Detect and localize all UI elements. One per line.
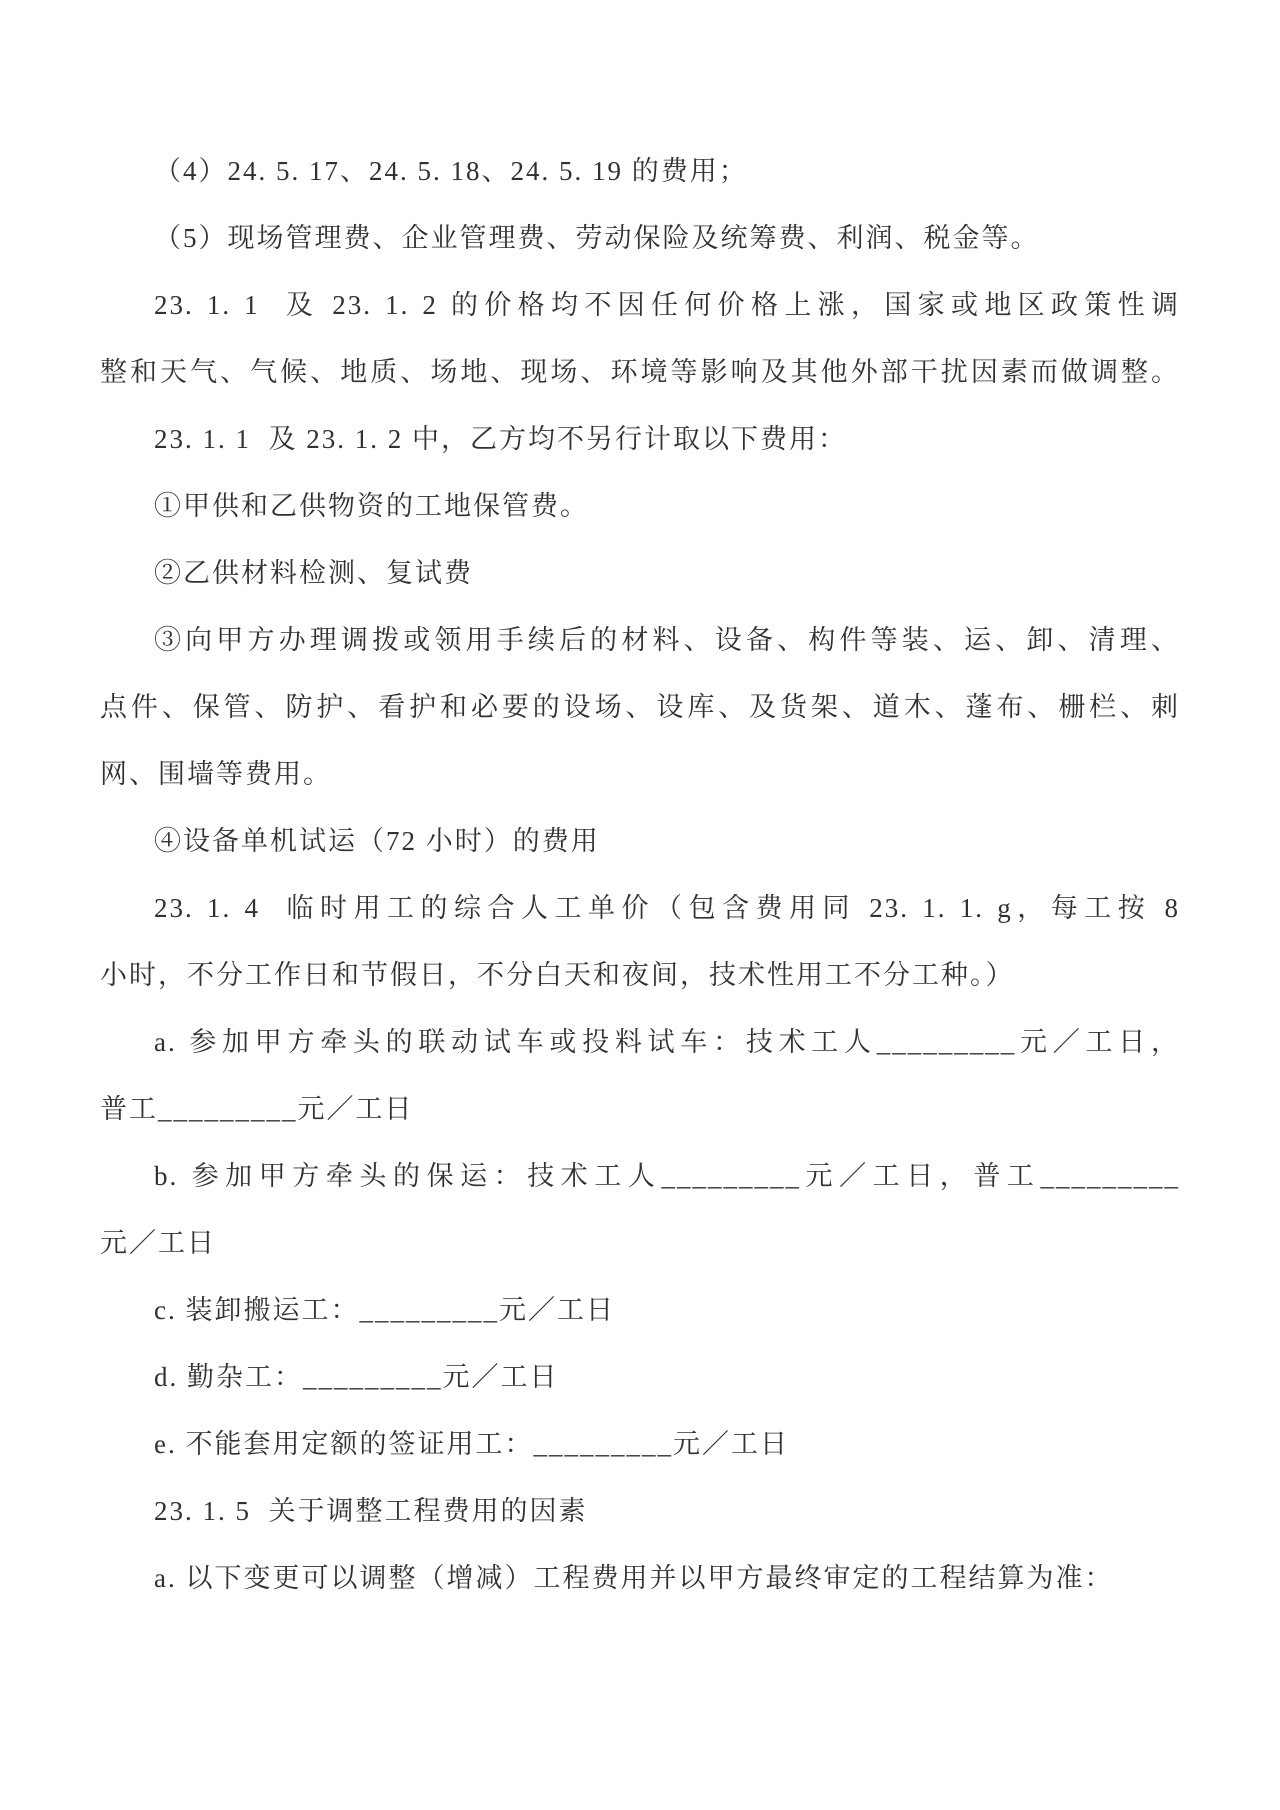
text-line: 点件、保管、防护、看护和必要的设场、设库、及货架、道木、蓬布、栅栏、刺: [100, 692, 1180, 722]
text-line: 整和天气、气候、地质、场地、现场、环境等影响及其他外部干扰因素而做调整。: [100, 357, 1180, 387]
text-line: ②乙供材料检测、复试费: [154, 558, 473, 588]
text-line: 23. 1. 5 关于调整工程费用的因素: [154, 1496, 588, 1526]
text-line: 普工_________元／工日: [100, 1094, 414, 1124]
text-line: 23. 1. 1 及 23. 1. 2 中，乙方均不另行计取以下费用：: [154, 424, 847, 454]
text-line: e. 不能套用定额的签证用工：_________元／工日: [154, 1429, 789, 1459]
text-line: c. 装卸搬运工：_________元／工日: [154, 1295, 615, 1325]
text-line: ③向甲方办理调拨或领用手续后的材料、设备、构件等装、运、卸、清理、: [154, 625, 1180, 655]
contract-text-block: [100, 138, 1180, 1612]
text-line: （4）24. 5. 17、24. 5. 18、24. 5. 19 的费用；: [154, 156, 748, 186]
text-line: a. 以下变更可以调整（增减）工程费用并以甲方最终审定的工程结算为准：: [154, 1563, 1114, 1593]
text-line: （5）现场管理费、企业管理费、劳动保险及统筹费、利润、税金等。: [154, 223, 1040, 253]
text-line: 元／工日: [100, 1228, 216, 1258]
text-line: 小时，不分工作日和节假日，不分白天和夜间，技术性用工不分工种。）: [100, 960, 1015, 990]
text-line: d. 勤杂工：_________元／工日: [154, 1362, 559, 1392]
text-line: 网、围墙等费用。: [100, 759, 332, 789]
text-line: 23. 1. 4 临时用工的综合人工单价（包含费用同 23. 1. 1. g，每工按 8: [154, 893, 1180, 923]
text-line: ④设备单机试运（72 小时）的费用: [154, 826, 600, 856]
text-line: a. 参加甲方牵头的联动试车或投料试车：技术工人_________元／工日，: [154, 1027, 1180, 1057]
text-line: b. 参加甲方牵头的保运：技术工人_________元／工日，普工_________: [154, 1161, 1180, 1191]
text-line: 23. 1. 1 及 23. 1. 2 的价格均不因任何价格上涨，国家或地区政策性调: [154, 290, 1180, 320]
text-line: ①甲供和乙供物资的工地保管费。: [154, 491, 589, 521]
